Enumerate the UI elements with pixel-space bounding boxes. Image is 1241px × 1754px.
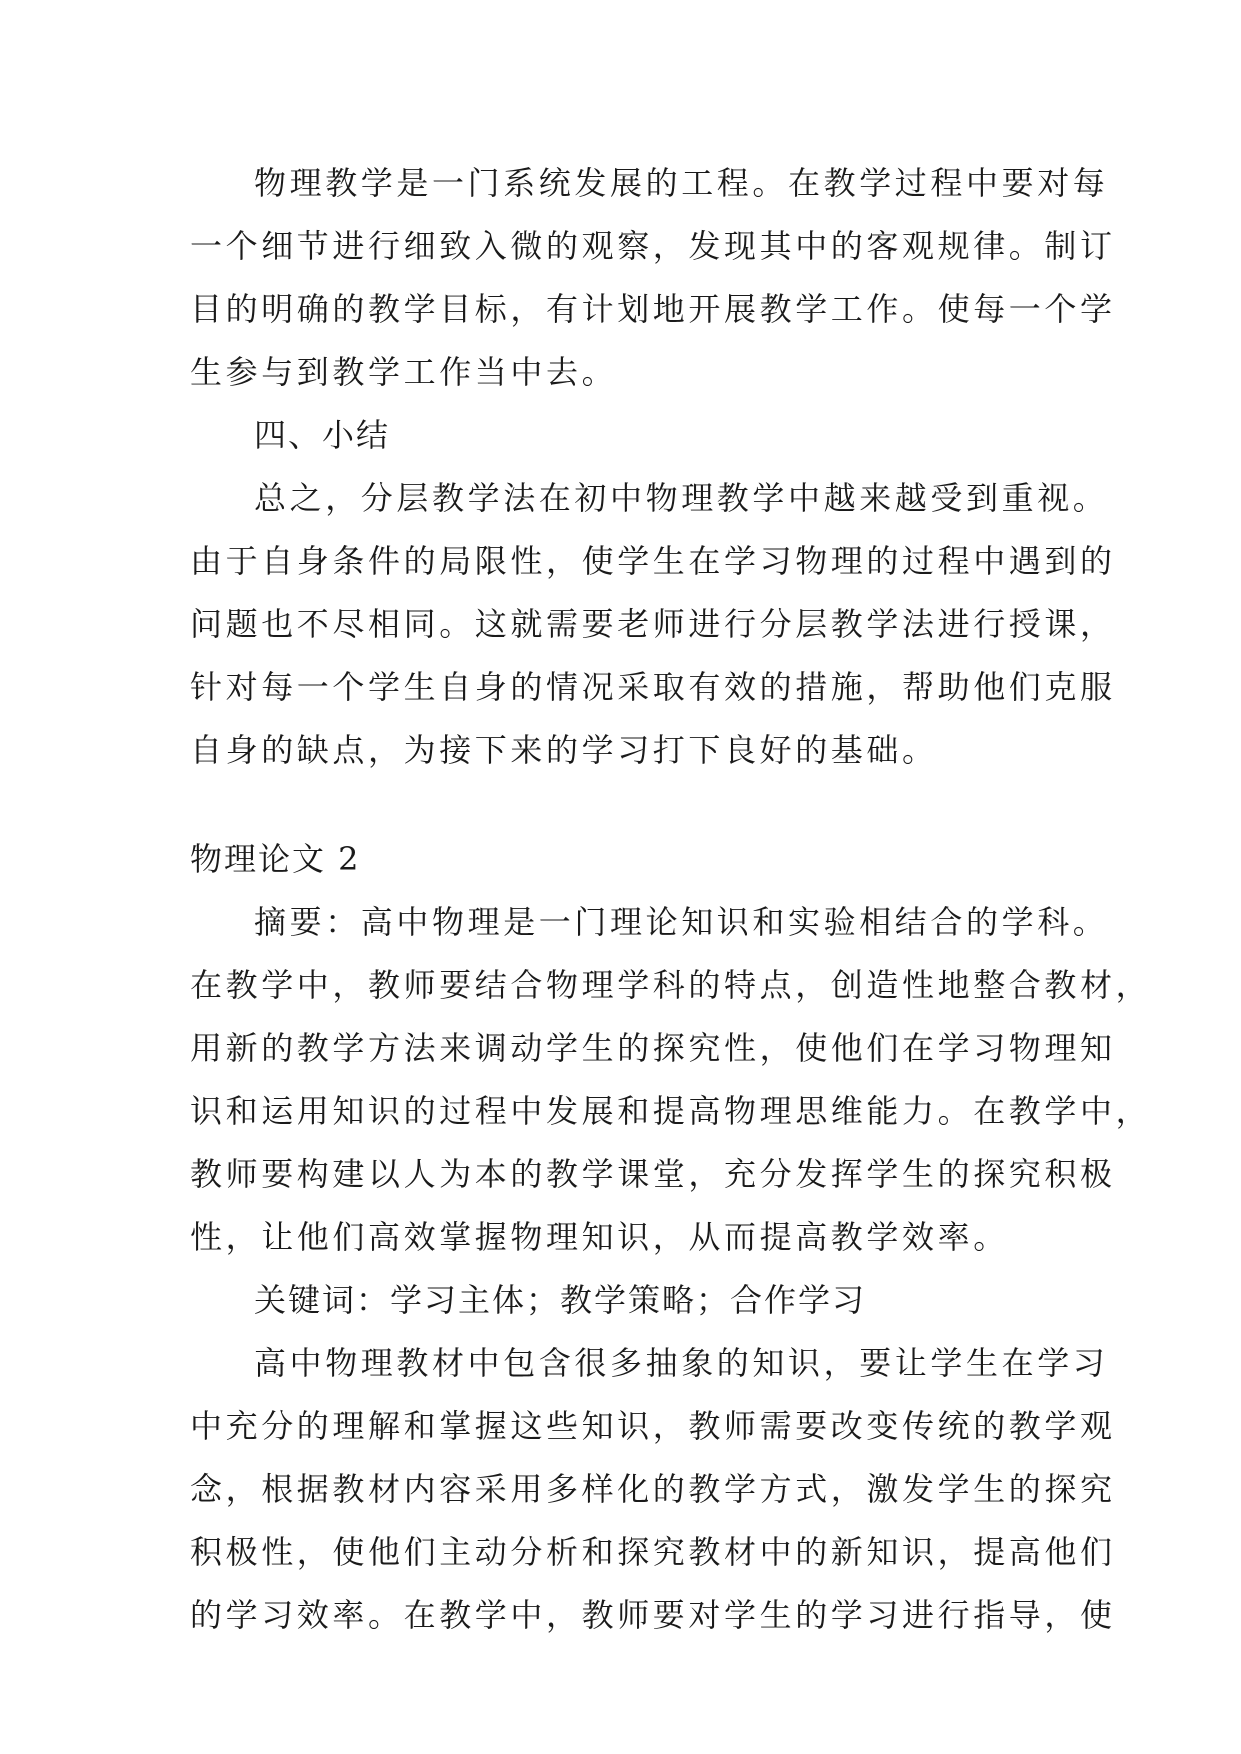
paragraph-line: 总之，分层教学法在初中物理教学中越来越受到重视。 [254, 479, 1109, 517]
paragraph-line: 中充分的理解和掌握这些知识，教师需要改变传统的教学观 [190, 1407, 1116, 1445]
paragraph-line: 针对每一个学生自身的情况采取有效的措施，帮助他们克服 [190, 668, 1116, 706]
paragraph-line: 的学习效率。在教学中，教师要对学生的学习进行指导，使 [190, 1596, 1116, 1634]
paragraph-line: 目的明确的教学目标，有计划地开展教学工作。使每一个学 [190, 290, 1116, 328]
abstract-line: 摘要：高中物理是一门理论知识和实验相结合的学科。 [254, 903, 1109, 941]
abstract-line: 在教学中，教师要结合物理学科的特点，创造性地整合教材， [190, 966, 1152, 1004]
paragraph-line: 物理教学是一门系统发展的工程。在教学过程中要对每 [254, 164, 1109, 202]
abstract-line: 性，让他们高效掌握物理知识，从而提高教学效率。 [190, 1218, 1009, 1256]
paragraph-line: 积极性，使他们主动分析和探究教材中的新知识，提高他们 [190, 1533, 1116, 1571]
abstract-line: 识和运用知识的过程中发展和提高物理思维能力。在教学中， [190, 1092, 1152, 1130]
paragraph-line: 问题也不尽相同。这就需要老师进行分层教学法进行授课， [190, 605, 1116, 643]
paragraph-line: 高中物理教材中包含很多抽象的知识，要让学生在学习 [254, 1344, 1109, 1382]
paragraph-line: 由于自身条件的局限性，使学生在学习物理的过程中遇到的 [190, 542, 1116, 580]
paragraph-line: 生参与到教学工作当中去。 [190, 353, 618, 391]
paragraph-line: 念，根据教材内容采用多样化的教学方式，激发学生的探究 [190, 1470, 1116, 1508]
paragraph-line: 一个细节进行细致入微的观察，发现其中的客观规律。制订 [190, 227, 1116, 265]
abstract-line: 教师要构建以人为本的教学课堂，充分发挥学生的探究积极 [190, 1155, 1116, 1193]
article-title: 物理论文 2 [190, 840, 361, 878]
abstract-line: 用新的教学方法来调动学生的探究性，使他们在学习物理知 [190, 1029, 1116, 1067]
keywords-line: 关键词：学习主体；教学策略；合作学习 [254, 1281, 867, 1319]
section-heading: 四、小结 [254, 416, 391, 454]
paragraph-line: 自身的缺点，为接下来的学习打下良好的基础。 [190, 731, 938, 769]
